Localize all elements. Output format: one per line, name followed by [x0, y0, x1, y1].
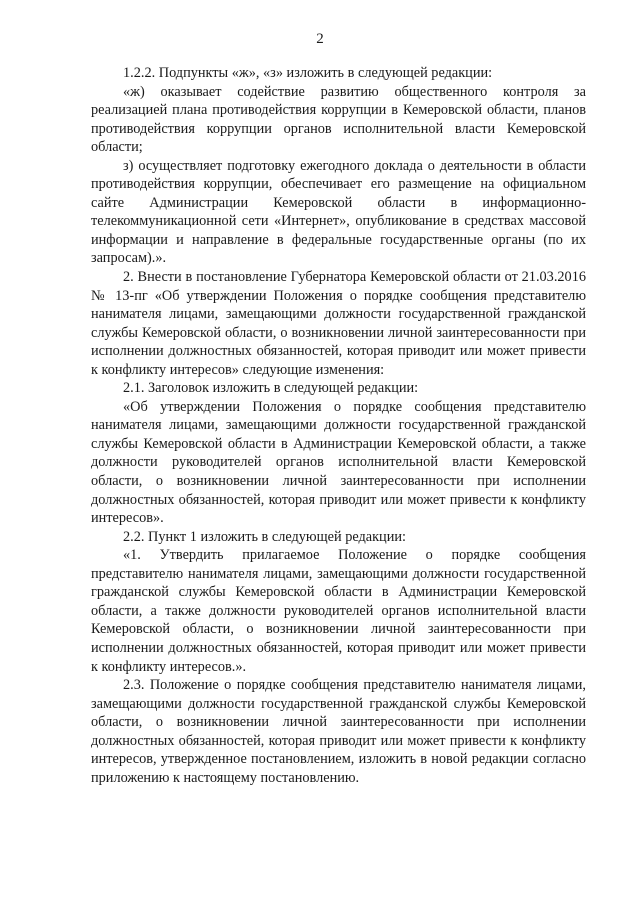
paragraph-2: 2. Внести в постановление Губернатора Кемеровской области от 21.03.2016 № 13-пг «Об утверждении Положения о порядке сообщения представителю нанимателя лицами, замещающими должности государственной гражданской службы Кемеровской области, о возникновении личной заинтересованности при исполнении должностных обязанностей, которая приводит или может привести к конфликту интересов» следующие изменения: — [91, 269, 586, 378]
paragraph-point-1-quote: «1. Утвердить прилагаемое Положение о порядке сообщения представителю нанимателя лицами, замещающими должности государственной гражданской службы Кемеровской области в Администрации Кемеровской области, а также должности руководителей органов исполнительной власти Кемеровской области, о возникновении личной заинтересованности при исполнении должностных обязанностей, которая приводит или может привести к конфликту интересов.». — [91, 547, 586, 675]
paragraph-2-1: 2.1. Заголовок изложить в следующей редакции: — [123, 380, 419, 397]
paragraph-subpoint-z: з) осуществляет подготовку ежегодного доклада о деятельности в области противодействия коррупции, обеспечивает его размещение на официальном сайте Администрации Кемеровской области в информационно-телекоммуникационной сети «Интернет», опубликование в средствах массовой информации и направление в федеральные государственные органы (по их запросам).». — [91, 157, 586, 267]
paragraph-1-2-2: 1.2.2. Подпункты «ж», «з» изложить в следующей редакции: — [123, 65, 493, 81]
paragraph-2-2: 2.2. Пункт 1 изложить в следующей редакции: — [123, 528, 406, 545]
document-body — [91, 64, 586, 787]
paragraph-title-quote: «Об утверждении Положения о порядке сообщения представителю нанимателя лицами, замещающими должности государственной гражданской службы Кемеровской области в Администрации Кемеровской области, а также должности руководителей органов исполнительной власти Кемеровской области, о возникновении личной заинтересованности при исполнении должностных обязанностей, которая приводит или может привести к конфликту интересов». — [91, 398, 586, 527]
paragraph-subpoint-zh: «ж) оказывает содействие развитию общественного контроля за реализацией плана противодействия коррупции в Кемеровской области, планов противодействия коррупции органов исполнительной власти Кемеровской области; — [91, 83, 586, 156]
paragraph-2-3: 2.3. Положение о порядке сообщения представителю нанимателя лицами, замещающими должности государственной гражданской службы Кемеровской области, о возникновении личной заинтересованности при исполнении должностных обязанностей, которая приводит или может привести к конфликту интересов, утвержденное постановлением, изложить в новой редакции согласно приложению к настоящему постановлению. — [91, 677, 586, 786]
page-number: 2 — [316, 31, 324, 47]
